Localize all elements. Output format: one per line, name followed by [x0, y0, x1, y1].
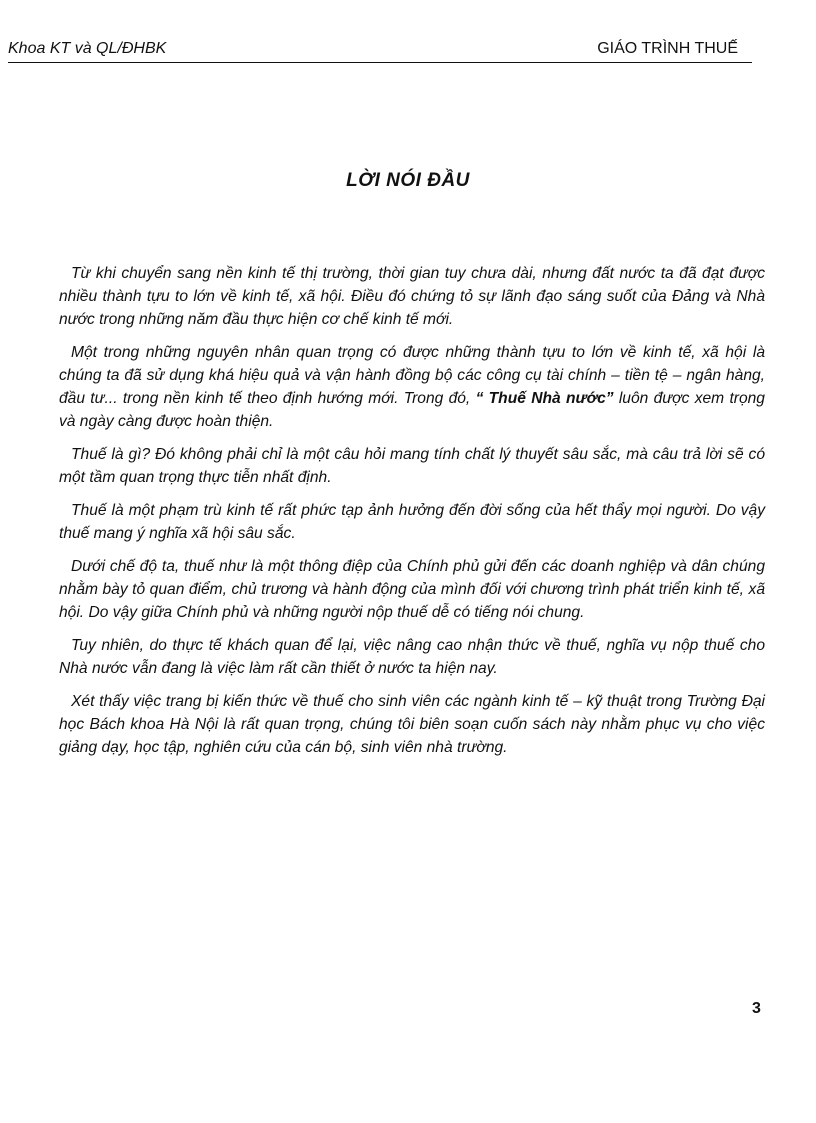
header-book-title: GIÁO TRÌNH THUẾ — [597, 40, 738, 57]
paragraph-2 — [59, 341, 765, 433]
paragraph-1: Từ khi chuyển sang nền kinh tế thị trường, thời gian tuy chưa dài, nhưng đất nước ta đã đạt được nhiều thành tựu to lớn về kinh tế, xã hội. Điều đó chứng tỏ sự lãnh đạo sáng suốt của Đảng và Nhà nước trong những năm đầu thực hiện cơ chế kinh tế mới. — [59, 265, 765, 328]
paragraph-7: Xét thấy việc trang bị kiến thức về thuế cho sinh viên các ngành kinh tế – kỹ thuật trong Trường Đại học Bách khoa Hà Nội là rất quan trọng, chúng tôi biên soạn cuốn sách này nhằm phục vụ cho việc giảng dạy, học tập, nghiên cứu của cán bộ, sinh viên nhà trường. — [59, 693, 765, 756]
paragraph-2-part-1: Một trong những nguyên nhân quan trọng có được những thành tựu to lớn về kinh tế, xã hội là chúng ta đã sử dụng khá hiệu quả và vận hành đồng bộ các công cụ tài chính – tiền tệ – ngân hàng, đầu tư... trong nền kinh tế theo định hướng mới. Trong đó, — [59, 344, 765, 407]
header-faculty: Khoa KT và QL/ĐHBK — [8, 40, 167, 57]
paragraph-2-part-2: luôn được xem trọng và ngày càng được hoàn thiện. — [59, 390, 765, 430]
page-title: LỜI NÓI ĐẦU — [346, 170, 470, 191]
paragraph-4: Thuế là một phạm trù kinh tế rất phức tạp ảnh hưởng đến đời sống của hết thẩy mọi người. Do vậy thuế mang ý nghĩa xã hội sâu sắc. — [59, 502, 765, 542]
page-header — [8, 38, 752, 63]
preface-body — [59, 262, 765, 769]
paragraph-5: Dưới chế độ ta, thuế như là một thông điệp của Chính phủ gửi đến các doanh nghiệp và dân chúng nhằm bày tỏ quan điểm, chủ trương và hành động của mình đối với chương trình phát triển kinh tế, xã hội. Do vậy giữa Chính phủ và những người nộp thuế dễ có tiếng nói chung. — [59, 558, 765, 621]
paragraph-3: Thuế là gì? Đó không phải chỉ là một câu hỏi mang tính chất lý thuyết sâu sắc, mà câu trả lời sẽ có một tầm quan trọng thực tiễn nhất định. — [59, 446, 765, 486]
page-number: 3 — [752, 1000, 761, 1017]
paragraph-6: Tuy nhiên, do thực tế khách quan để lại, việc nâng cao nhận thức về thuế, nghĩa vụ nộp thuế cho Nhà nước vẫn đang là việc làm rất cần thiết ở nước ta hiện nay. — [59, 637, 765, 677]
paragraph-2-emphasis: “ Thuế Nhà nước” — [475, 390, 614, 407]
